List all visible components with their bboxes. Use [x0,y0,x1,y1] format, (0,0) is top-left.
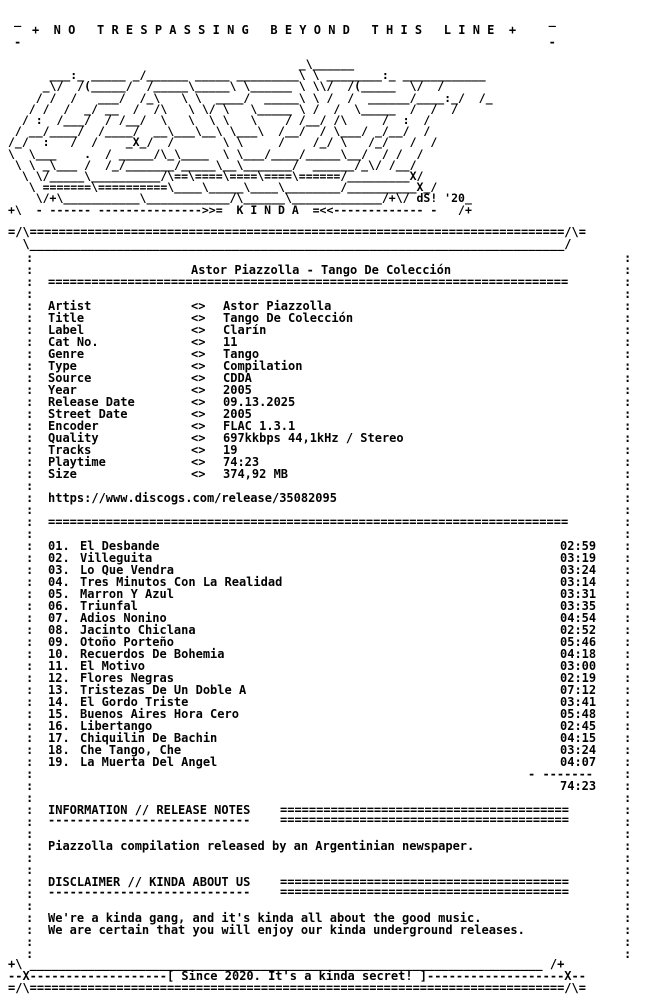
track-title: Tres Minutos Con La Realidad [80,575,283,589]
frame-left-border: : [26,527,34,541]
frame-inner-top: \__________________________________________________________________________/ [8,237,572,251]
track-duration: 03:35 [560,599,597,613]
field-separator: <> [191,395,206,409]
track-title: Marron Y Azul [80,587,174,601]
frame-left-border: : [26,779,34,793]
total-playtime: 74:23 [560,779,597,793]
frame-right-border: : [624,815,632,829]
track-duration: 05:46 [560,635,597,649]
frame-left-border: : [26,311,34,325]
frame-right-border: : [624,839,632,853]
frame-left-border: : [26,539,34,553]
field-label: Encoder [48,419,99,433]
track-duration: 02:19 [560,671,597,685]
field-value: FLAC 1.3.1 [223,419,296,433]
field-value: 697kkbps 44,1kHz / Stereo [223,431,404,445]
frame-right-border: : [624,611,632,625]
frame-left-border: : [26,791,34,805]
track-number: 07. [48,611,70,625]
frame-left-border: : [26,323,34,337]
frame-left-border: : [26,359,34,373]
track-duration: 04:07 [560,755,597,769]
frame-left-border: : [26,623,34,637]
track-number: 13. [48,683,70,697]
frame-left-border: : [26,335,34,349]
track-duration: 02:45 [560,719,597,733]
frame-right-border: : [624,623,632,637]
frame-right-border: : [624,875,632,889]
frame-right-border: : [624,407,632,421]
frame-left-border: : [26,863,34,877]
track-duration: 03:14 [560,575,597,589]
frame-right-border: : [624,767,632,781]
track-number: 10. [48,647,70,661]
track-title: Che Tango, Che [80,743,182,757]
frame-right-border: : [624,683,632,697]
frame-left-border: : [26,827,34,841]
field-value: CDDA [223,371,252,385]
frame-left-border: : [26,419,34,433]
field-label: Type [48,359,77,373]
no-trespassing-banner: + N O T R E S P A S S I N G B E Y O N D T H I S L I N E + [32,23,517,37]
frame-right-border: : [624,659,632,673]
notes-heading-rule-top: ======================================== [280,803,569,817]
track-duration: 03:24 [560,743,597,757]
field-value: 2005 [223,407,252,421]
field-value: Tango De Colección [223,311,354,325]
frame-right-border: : [624,635,632,649]
track-duration: 03:19 [560,551,597,565]
frame-left-border: : [26,755,34,769]
frame-left-border: : [26,467,34,481]
frame-right-border: : [624,275,632,289]
field-label: Label [48,323,85,337]
frame-right-border: : [624,947,632,961]
field-separator: <> [191,359,206,373]
field-separator: <> [191,419,206,433]
field-value: Clarín [223,323,267,337]
logo-line: / : /___/ / /__/ \ \ \ \ \ / /__/ /\ / : / [8,113,431,127]
frame-right-border: : [624,743,632,757]
frame-left-border: : [26,851,34,865]
track-title: Chiquilin De Bachin [80,731,218,745]
field-label: Cat No. [48,335,99,349]
field-value: 2005 [223,383,252,397]
frame-left-border: : [26,371,34,385]
frame-left-border: : [26,935,34,949]
frame-right-border: : [624,443,632,457]
frame-left-border: : [26,431,34,445]
frame-left-border: : [26,803,34,817]
frame-left-border: : [26,503,34,517]
track-duration: 02:59 [560,539,597,553]
frame-left-border: : [26,635,34,649]
track-number: 03. [48,563,70,577]
frame-right-border: : [624,323,632,337]
track-number: 05. [48,587,70,601]
track-duration: 04:54 [560,611,597,625]
frame-right-border: : [624,563,632,577]
banner-rule-top: _ _ [14,13,556,27]
field-separator: <> [191,407,206,421]
logo-line: / / / _/ __ / /\ \ \/ \ \_____ \ / / \_____ / / / [8,101,459,116]
track-number: 06. [48,599,70,613]
field-value: 09.13.2025 [223,395,296,409]
track-title: El Gordo Triste [80,695,189,709]
frame-right-border: : [624,515,632,529]
track-title: El Motivo [80,659,146,673]
field-label: Genre [48,347,85,361]
footer-signature: --X-------------------[ Since 2020. It's a kinda secret! ]-------------------X-- [8,969,586,983]
track-duration: 07:12 [560,683,597,697]
logo-line: \ \/_____\__________/\==\====\====\====\======/_________X/ [8,169,424,183]
frame-right-border: : [624,299,632,313]
frame-left-border: : [26,839,34,853]
track-number: 18. [48,743,70,757]
frame-right-border: : [624,671,632,685]
frame-left-border: : [26,683,34,697]
frame-left-border: : [26,587,34,601]
frame-right-border: : [624,527,632,541]
field-separator: <> [191,443,206,457]
track-title: La Muerta Del Angel [80,755,218,769]
track-title: Tristezas De Un Doble A [80,683,247,697]
frame-left-border: : [26,767,34,781]
frame-left-border: : [26,251,34,265]
track-duration: 03:41 [560,695,597,709]
frame-left-border: : [26,263,34,277]
frame-right-border: : [624,431,632,445]
track-duration: 03:24 [560,563,597,577]
frame-right-border: : [624,455,632,469]
track-title: Lo Que Vendra [80,563,174,577]
field-separator: <> [191,467,206,481]
field-separator: <> [191,455,206,469]
frame-right-border: : [624,911,632,925]
frame-right-border: : [624,779,632,793]
track-number: 08. [48,623,70,637]
frame-left-border: : [26,611,34,625]
field-value: Tango [223,347,260,361]
frame-right-border: : [624,263,632,277]
frame-right-border: : [624,539,632,553]
track-title: Otoño Porteño [80,635,174,649]
track-duration: 04:18 [560,647,597,661]
frame-right-border: : [624,575,632,589]
frame-right-border: : [624,731,632,745]
field-label: Playtime [48,455,106,469]
frame-left-border: : [26,563,34,577]
track-number: 15. [48,707,70,721]
section-rule: ======================================================================== [48,515,569,529]
frame-left-border: : [26,479,34,493]
frame-left-border: : [26,599,34,613]
frame-right-border: : [624,371,632,385]
notes-heading-rule-bottom: ======================================== [280,813,569,827]
logo-line: _\/ /(_____/ /_____\_____\ \______ \ \\/ /(_____ \/ / [8,79,445,94]
track-title: Libertango [80,719,153,733]
disclaimer-heading-rule-top: ======================================== [280,875,569,889]
field-separator: <> [191,431,206,445]
field-value: Compilation [223,359,303,373]
frame-left-border: : [26,383,34,397]
track-number: 14. [48,695,70,709]
track-title: El Desbande [80,539,160,553]
frame-left-border: : [26,647,34,661]
banner-rule-bottom: - - [14,35,556,49]
frame-left-border: : [26,815,34,829]
frame-left-border: : [26,671,34,685]
disclaimer-heading-rule-bottom: ======================================== [280,885,569,899]
frame-right-border: : [624,419,632,433]
track-duration: 03:31 [560,587,597,601]
frame-left-border: : [26,899,34,913]
frame-right-border: : [624,479,632,493]
frame-right-border: : [624,887,632,901]
field-value: 74:23 [223,455,260,469]
logo-line: / / / ___/ /_\ \ \ ____/ _____\ \ / / ______/____:_/ /_ [8,90,493,105]
frame-right-border: : [624,707,632,721]
frame-right-border: : [624,359,632,373]
total-rule: - ------- [528,767,594,781]
track-duration: 02:52 [560,623,597,637]
frame-right-border: : [624,395,632,409]
track-title: Jacinto Chiclana [80,623,196,637]
track-number: 16. [48,719,70,733]
disclaimer-heading-underline: ---------------------------- [48,885,251,899]
track-number: 02. [48,551,70,565]
field-value: 11 [223,335,238,349]
release-heading: Astor Piazzolla - Tango De Colección [191,263,452,277]
frame-left-border: : [26,707,34,721]
logo-line: \ =======\==========\____\_____\____\________/__________X_/ [8,180,438,195]
track-number: 11. [48,659,70,673]
frame-right-border: : [624,827,632,841]
footer-rule-3: =/\==========================================================================/\= [8,981,586,995]
field-label: Artist [48,299,92,313]
frame-left-border: : [26,923,34,937]
frame-right-border: : [624,551,632,565]
frame-right-border: : [624,899,632,913]
frame-left-border: : [26,695,34,709]
field-label: Source [48,371,92,385]
logo-line: +\ - ------ --------------->>= K I N D A =<<------------- - /+ [8,202,472,217]
field-label: Tracks [48,443,92,457]
logo-line: ___:_ _____ _/______ _____ _________\ \ ________:_ ____________ [8,68,486,83]
field-separator: <> [191,299,206,313]
field-separator: <> [191,323,206,337]
frame-right-border: : [624,383,632,397]
field-label: Size [48,467,77,481]
frame-right-border: : [624,587,632,601]
frame-left-border: : [26,275,34,289]
track-number: 19. [48,755,70,769]
frame-left-border: : [26,287,34,301]
frame-right-border: : [624,647,632,661]
discogs-link[interactable]: https://www.discogs.com/release/35082095 [48,491,337,505]
frame-left-border: : [26,659,34,673]
frame-left-border: : [26,515,34,529]
track-title: Adios Nonino [80,611,167,625]
frame-left-border: : [26,875,34,889]
frame-left-border: : [26,443,34,457]
track-number: 09. [48,635,70,649]
track-number: 04. [48,575,70,589]
track-number: 12. [48,671,70,685]
logo-line: /_/ : / / _X_/ / \ \ / /_/ \ /_/ / / [8,135,438,150]
track-number: 01. [48,539,70,553]
field-label: Release Date [48,395,135,409]
field-separator: <> [191,311,206,325]
frame-right-border: : [624,599,632,613]
frame-left-border: : [26,743,34,757]
field-label: Street Date [48,407,128,421]
logo-line: \ \___ . / _____/\_\____ \ \___/____/_____\__/ / / / [8,146,424,161]
track-duration: 04:15 [560,731,597,745]
logo-line: \/+\___________\____________/\______\_____________/+\/ dS! '20_ [8,191,472,206]
field-label: Quality [48,431,99,445]
frame-left-border: : [26,911,34,925]
notes-text: Piazzolla compilation released by an Argentinian newspaper. [48,839,475,853]
logo-line: / __/____/ /____/ __\___\__\ \___\ /__/ / \___/ _/__/ / [8,124,438,139]
frame-left-border: : [26,299,34,313]
frame-left-border: : [26,887,34,901]
frame-left-border: : [26,395,34,409]
frame-left-border: : [26,347,34,361]
frame-right-border: : [624,311,632,325]
frame-right-border: : [624,491,632,505]
frame-right-border: : [624,335,632,349]
frame-right-border: : [624,863,632,877]
frame-left-border: : [26,407,34,421]
disclaimer-line-1: We're a kinda gang, and it's kinda all about the good music. [48,911,482,925]
logo-line: _\______ [8,57,355,71]
frame-top-rule: =/\==========================================================================/\= [8,225,586,239]
field-value: 374,92 MB [223,467,289,481]
frame-right-border: : [624,251,632,265]
frame-right-border: : [624,935,632,949]
track-number: 17. [48,731,70,745]
frame-left-border: : [26,719,34,733]
track-title: Villeguita [80,551,153,565]
frame-left-border: : [26,455,34,469]
release-heading-rule: ======================================================================== [48,275,569,289]
frame-left-border: : [26,731,34,745]
frame-right-border: : [624,791,632,805]
field-value: 19 [223,443,238,457]
track-duration: 05:48 [560,707,597,721]
logo-line: \ \ _\___ / /_/_______/_____\__\_______/ ______/_\/ /__/ [8,157,417,172]
frame-left-border: : [26,491,34,505]
field-separator: <> [191,383,206,397]
frame-right-border: : [624,851,632,865]
frame-right-border: : [624,347,632,361]
frame-right-border: : [624,287,632,301]
frame-left-border: : [26,947,34,961]
footer-rule-1: +\ _______________________________________________________________________ /+ [8,957,565,971]
track-title: Flores Negras [80,671,174,685]
frame-right-border: : [624,755,632,769]
frame-right-border: : [624,719,632,733]
frame-right-border: : [624,803,632,817]
track-duration: 03:00 [560,659,597,673]
field-value: Astor Piazzolla [223,299,332,313]
disclaimer-line-2: We are certain that you will enjoy our kinda underground releases. [48,923,525,937]
frame-left-border: : [26,575,34,589]
frame-right-border: : [624,695,632,709]
frame-left-border: : [26,551,34,565]
frame-right-border: : [624,503,632,517]
field-separator: <> [191,335,206,349]
frame-right-border: : [624,467,632,481]
track-title: Recuerdos De Bohemia [80,647,225,661]
frame-right-border: : [624,923,632,937]
field-separator: <> [191,371,206,385]
field-label: Year [48,383,77,397]
disclaimer-heading: DISCLAIMER // KINDA ABOUT US [48,875,251,889]
notes-heading: INFORMATION // RELEASE NOTES [48,803,251,817]
track-title: Triunfal [80,599,138,613]
field-label: Title [48,311,85,325]
notes-heading-underline: ---------------------------- [48,813,251,827]
track-title: Buenos Aires Hora Cero [80,707,239,721]
field-separator: <> [191,347,206,361]
